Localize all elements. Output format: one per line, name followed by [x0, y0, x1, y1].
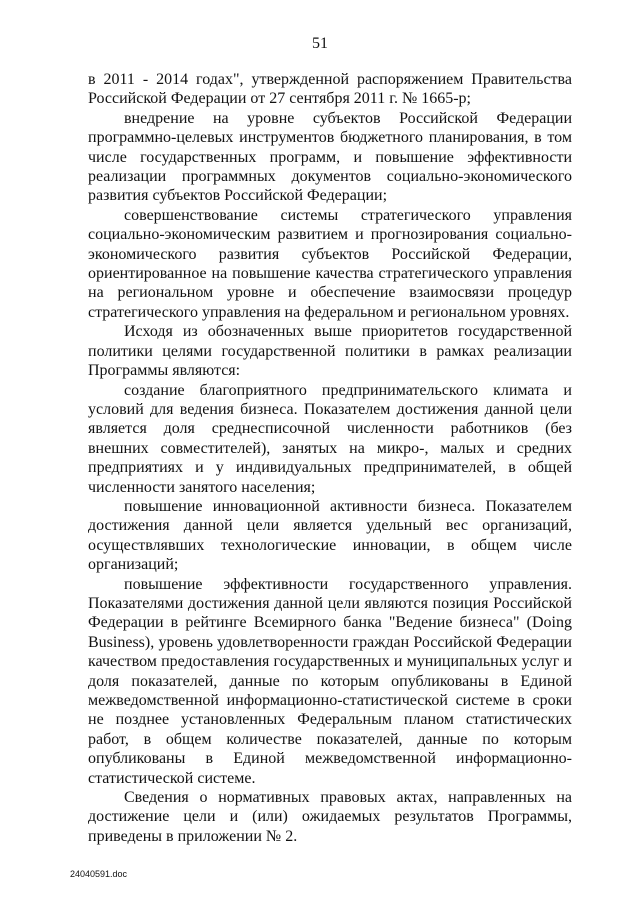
paragraph: внедрение на уровне субъектов Российской Федерации программно-целевых инструментов бюджетного планирования, в том числе государственных программ, и повышение эффективности реализации программных документов социально-экономического развития субъектов Российской Федерации; [88, 109, 572, 205]
body-text [88, 70, 572, 846]
paragraph: повышение эффективности государственного управления. Показателями достижения данной цели являются позиция Российской Федерации в рейтинге Всемирного банка "Ведение бизнеса" (Doing Business), уровень удовлетворенности граждан Российской Федерации качеством предоставления государственных и муниципальных услуг и доля показателей, данные по которым опубликованы в Единой межведомственной информационно-статистической системе в сроки не позднее установленных Федеральным планом статистических работ, в общем количестве показателей, данные по которым опубликованы в Единой межведомственной информационно-статистической системе. [88, 575, 572, 787]
paragraph: совершенствование системы стратегического управления социально-экономическим развитием и прогнозирования социально-экономического развития субъектов Российской Федерации, ориентированное на повышение качества стратегического управления на региональном уровне и обеспечение взаимосвязи процедур стратегического управления на федеральном и региональном уровнях. [88, 206, 572, 321]
paragraph: Сведения о нормативных правовых актах, направленных на достижение цели и (или) ожидаемых результатов Программы, приведены в приложении № 2. [88, 789, 572, 845]
paragraph: в 2011 - 2014 годах", утвержденной распоряжением Правительства Российской Федерации от 27 сентября 2011 г. № 1665-р; [88, 71, 572, 108]
footer-filename: 24040591.doc [70, 869, 128, 879]
paragraph: Исходя из обозначенных выше приоритетов государственной политики целями государственной политики в рамках реализации Программы являются: [88, 323, 572, 380]
paragraph: повышение инновационной активности бизнеса. Показателем достижения данной цели является удельный вес организаций, осуществлявших технологические инновации, в общем числе организаций; [88, 497, 572, 574]
page-number: 51 [312, 35, 328, 52]
paragraph: создание благоприятного предпринимательского климата и условий для ведения бизнеса. Показателем достижения данной цели является доля среднесписочной численности работников (без внешних совместителей), занятых на микро-, малых и средних предприятиях и у индивидуальных предпринимателей, в общей численности занятого населения; [88, 381, 572, 496]
